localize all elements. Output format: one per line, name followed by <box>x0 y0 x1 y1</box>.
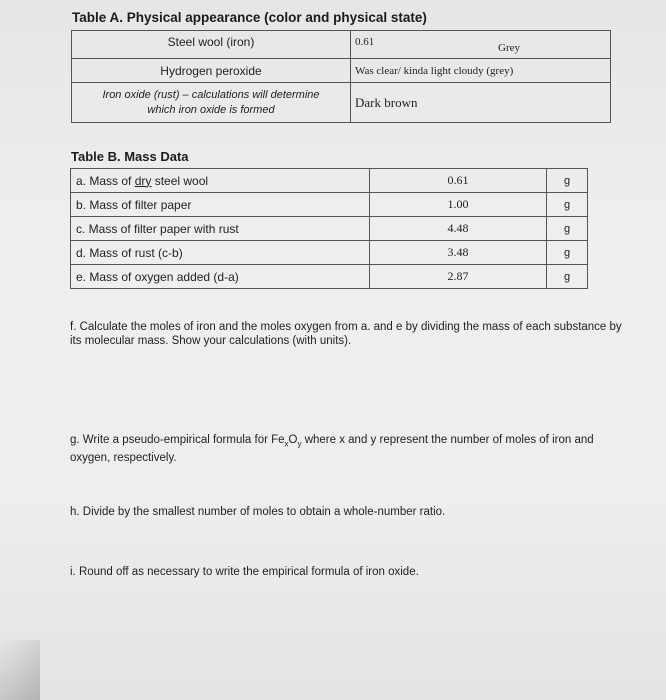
question-g <box>70 433 630 465</box>
table-a-cell-value: Dark brown <box>351 83 611 123</box>
table-row <box>71 241 588 265</box>
question-f: f. Calculate the moles of iron and the moles oxygen from a. and e by dividing the mass of each substance by its molecular mass. Show your calculations (with units). <box>70 321 622 347</box>
table-b-cell-value: 2.87 <box>370 265 547 289</box>
table-b-title: Table B. Mass Data <box>71 149 189 164</box>
table-b-cell-label: b. Mass of filter paper <box>71 193 370 217</box>
table-row <box>72 59 611 83</box>
table-b-cell-unit: g <box>547 217 588 241</box>
table-row <box>72 31 611 59</box>
table-b-cell-label <box>71 169 370 193</box>
table-a-cell-value <box>351 31 611 59</box>
table-b-cell-unit: g <box>547 265 588 289</box>
page-corner-shadow <box>0 640 40 700</box>
table-a-cell-value: Was clear/ kinda light cloudy (grey) <box>351 59 611 83</box>
table-row <box>72 83 611 123</box>
table-a-title: Table A. Physical appearance (color and physical state) <box>72 10 427 25</box>
iron-oxide-label-line1: Iron oxide (rust) – calculations will determine <box>102 88 320 101</box>
table-row <box>71 193 588 217</box>
mass-label-underlined: dry <box>134 173 152 188</box>
table-row <box>71 169 588 193</box>
formula-oxygen: O <box>288 434 298 446</box>
formula-subscript-y: y <box>297 439 302 449</box>
table-a-cell-label: Hydrogen peroxide <box>72 59 351 83</box>
mass-label-prefix: a. Mass of <box>76 173 135 188</box>
steel-wool-color: Grey <box>498 41 520 54</box>
table-a-cell-label: Steel wool (iron) <box>72 31 351 59</box>
formula-subscript-x: x <box>284 439 289 449</box>
table-b-cell-unit: g <box>547 193 588 217</box>
table-b-cell-value: 1.00 <box>370 193 547 217</box>
table-b-cell-value: 4.48 <box>370 217 547 241</box>
table-row <box>71 217 588 241</box>
question-g-prefix: g. Write a pseudo-empirical formula for Fe <box>70 434 285 446</box>
table-row <box>71 265 588 289</box>
question-i: i. Round off as necessary to write the empirical formula of iron oxide. <box>70 566 419 578</box>
table-b-cell-value: 0.61 <box>370 169 547 193</box>
mass-label-suffix: steel wool <box>151 173 209 188</box>
table-b-cell-label: e. Mass of oxygen added (d-a) <box>71 265 370 289</box>
iron-oxide-label-line2: which iron oxide is formed <box>147 103 275 116</box>
question-g-suffix: where x and y represent the number of moles of iron and oxygen, respectively. <box>70 434 594 465</box>
question-h: h. Divide by the smallest number of moles to obtain a whole-number ratio. <box>70 506 446 518</box>
table-b <box>70 168 588 289</box>
table-a-cell-label <box>72 83 351 123</box>
table-b-cell-value: 3.48 <box>370 241 547 265</box>
table-b-cell-label: d. Mass of rust (c-b) <box>71 241 370 265</box>
table-b-cell-unit: g <box>547 169 588 193</box>
steel-wool-value: 0.61 <box>355 35 375 48</box>
table-b-cell-unit: g <box>547 241 588 265</box>
table-b-cell-label: c. Mass of filter paper with rust <box>71 217 370 241</box>
table-a <box>71 30 611 123</box>
